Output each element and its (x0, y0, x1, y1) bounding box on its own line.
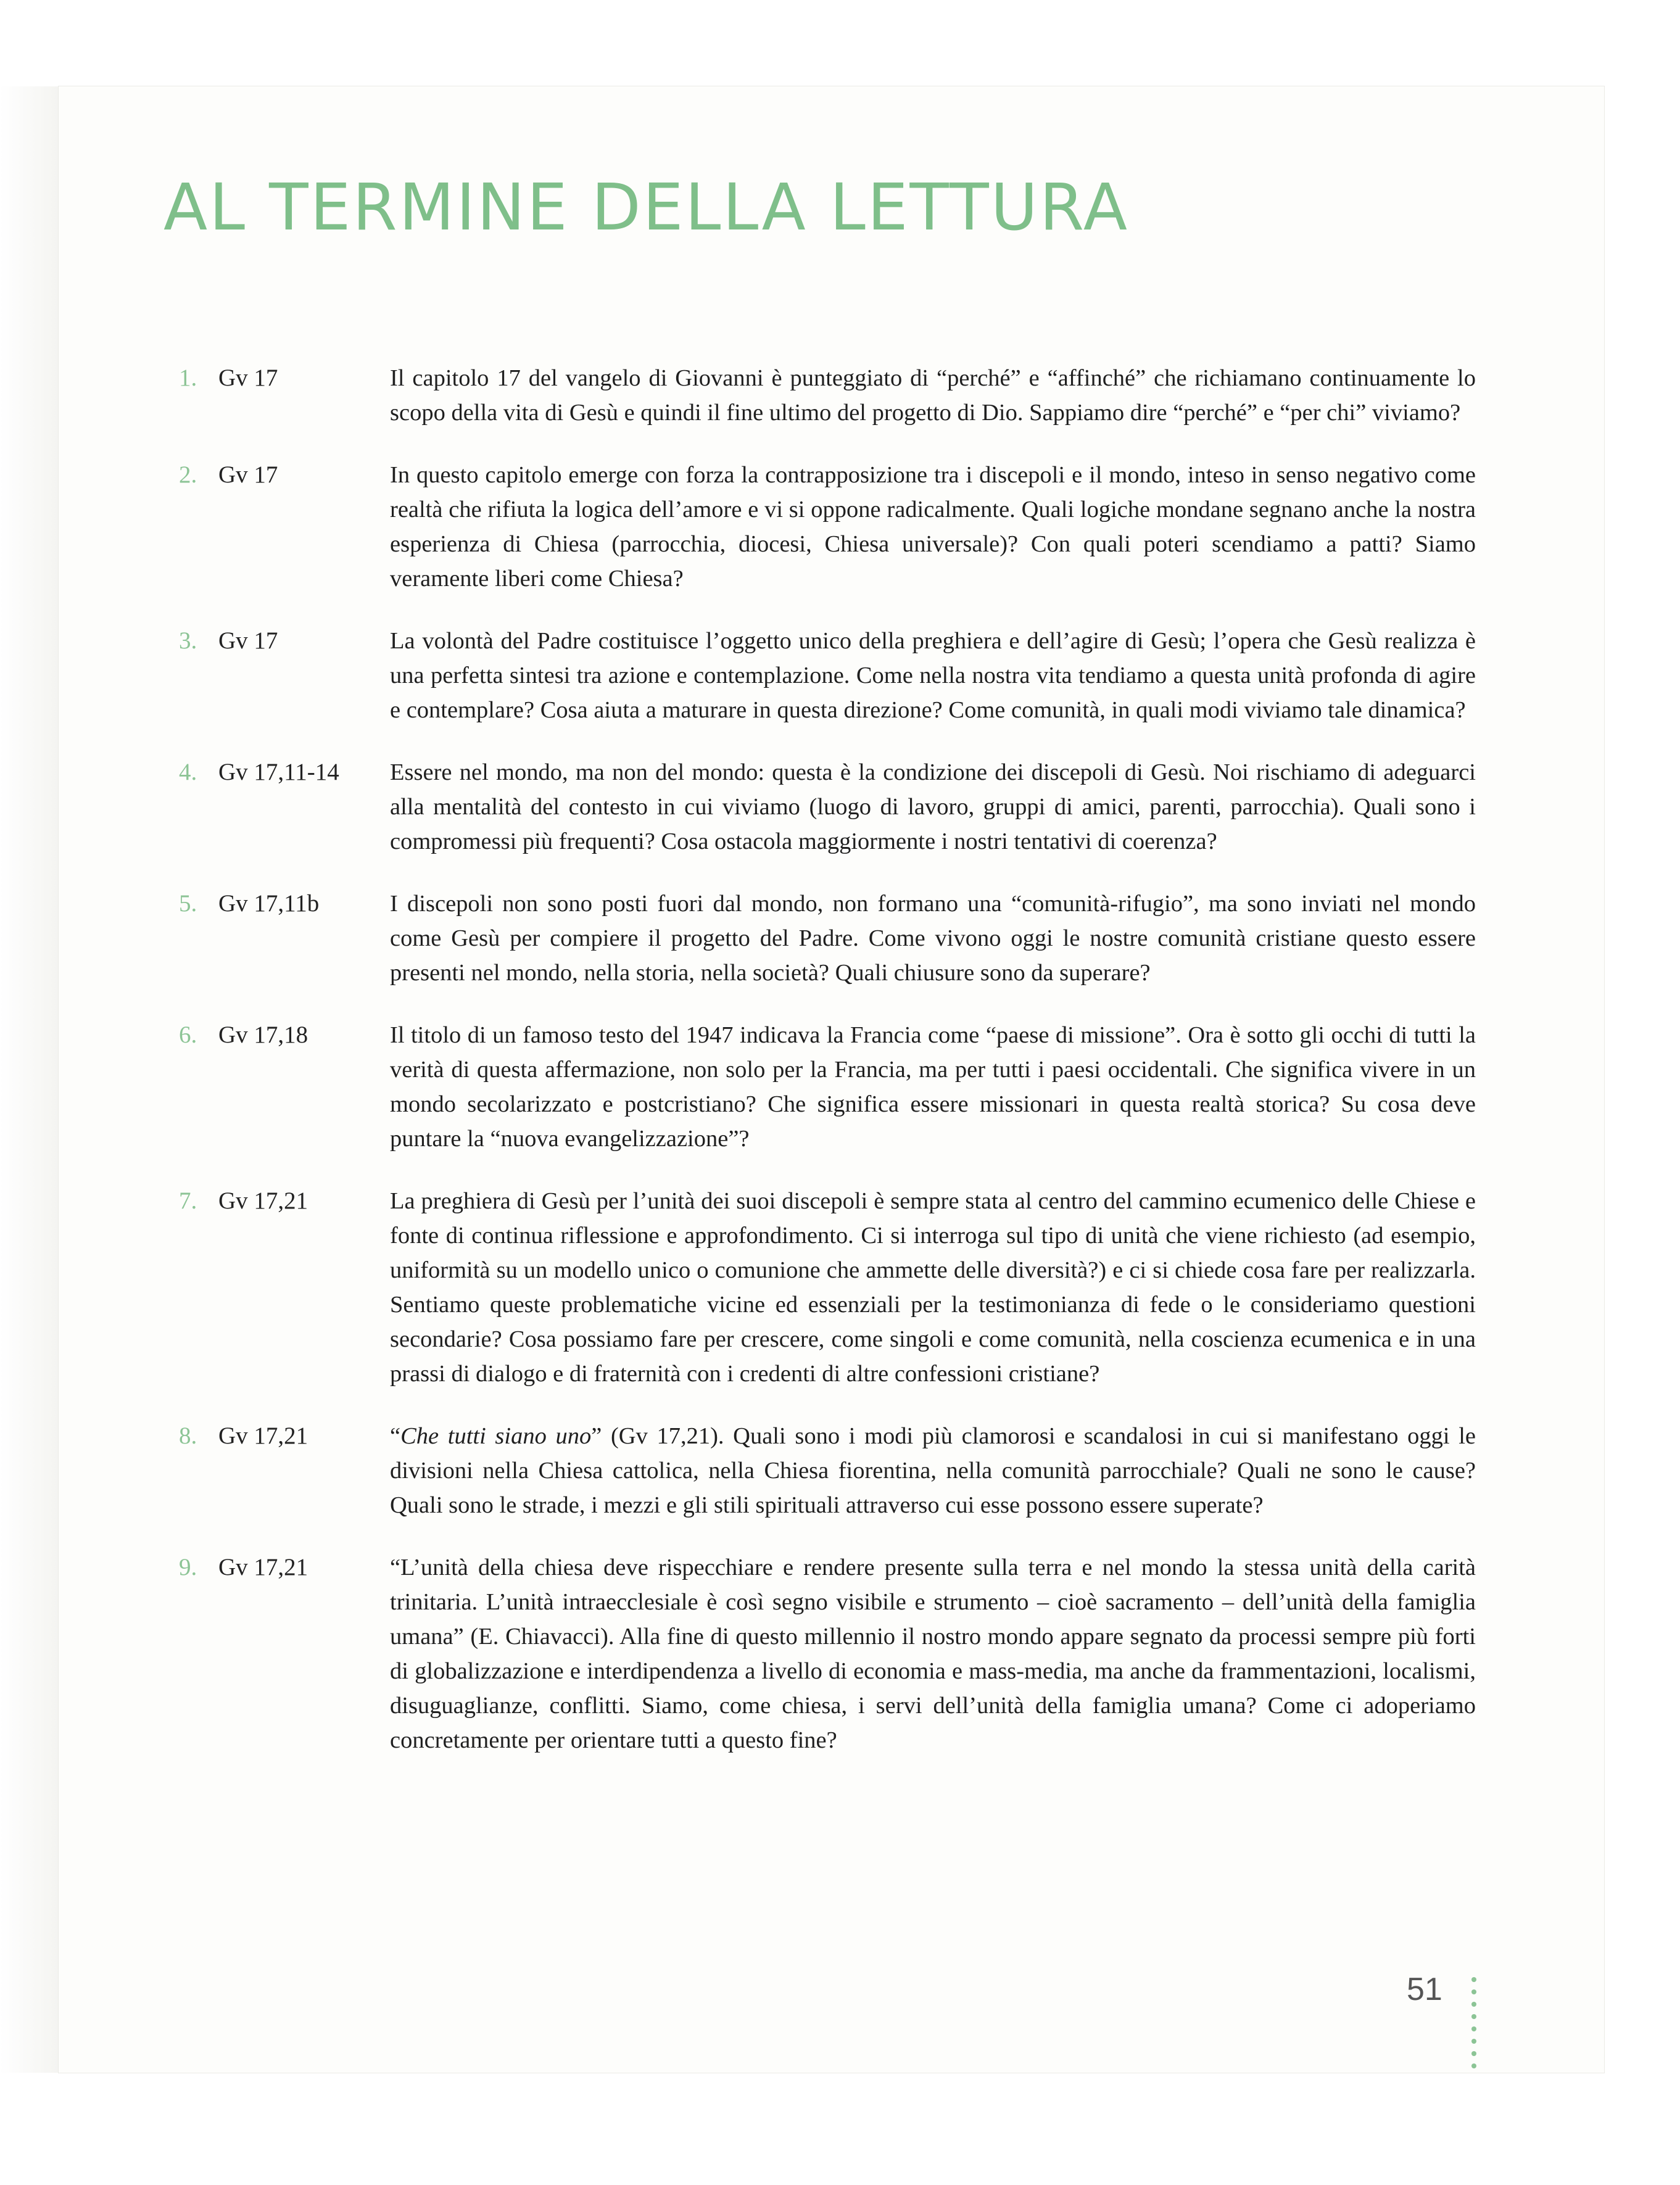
question-number: 4. (179, 759, 197, 785)
scripture-reference: Gv 17 (218, 461, 278, 488)
question-number: 2. (179, 461, 197, 488)
question-text-rest: (Gv 17,21). Quali sono i modi più clamorosi e scandalosi in cui si manifestano oggi le divisioni nella Chiesa cattolica, nella Chiesa fiorentina, nella comunità parrocchiale? Quali ne sono le cause? Quali sono le strade, i mezzi e gli stili spirituali attraverso cui esse possono essere superate? (390, 1423, 1476, 1518)
dot (1471, 2002, 1476, 2007)
question-item (168, 1419, 1476, 1522)
question-text: La preghiera di Gesù per l’unità dei suoi discepoli è sempre stata al centro del cammino ecumenico delle Chiese e fonte di continua riflessione e approfondimento. Ci si interroga sul tipo di unità che viene richiesto (ad esempio, uniformità su un modello unico o comunione che ammette delle diversità?) e ci si chiede cosa fare per realizzarla. Sentiamo queste problematiche vicine ed essenziali per la testimonianza di fede o le consideriamo questioni secondarie? Cosa possiamo fare per crescere, come singoli e come comunità, nella coscienza ecumenica e in una prassi di dialogo e di fraternità con i credenti di altre confessioni cristiane? (390, 1188, 1476, 1387)
dot (1471, 1989, 1476, 1994)
scripture-reference: Gv 17,11b (218, 890, 320, 917)
question-number: 5. (179, 890, 197, 917)
scripture-reference: Gv 17,21 (218, 1554, 308, 1580)
question-item (168, 755, 1476, 859)
question-number: 9. (179, 1554, 197, 1580)
page-number: 51 (1407, 1972, 1442, 2007)
paper-edge (0, 86, 59, 2073)
quoted-phrase: Che tutti siano uno (400, 1423, 592, 1449)
question-item (168, 361, 1476, 430)
question-text: In questo capitolo emerge con forza la contrapposizione tra i discepoli e il mondo, inteso in senso negativo come realtà che rifiuta la logica dell’amore e vi si oppone radicalmente. Quali logiche mondane segnano anche la nostra esperienza di Chiesa (parrocchia, diocesi, Chiesa universale)? Con quali poteri scendiamo a patti? Siamo veramente liberi come Chiesa? (390, 462, 1476, 592)
scripture-reference: Gv 17,18 (218, 1022, 308, 1048)
question-text: Il titolo di un famoso testo del 1947 indicava la Francia come “paese di missione”. Ora è sotto gli occhi di tutti la verità di questa affermazione, non solo per la Francia, ma per tutti i paesi occidentali. Che significa vivere in un mondo secolarizzato e postcristiano? Che significa essere missionari in questa realtà storica? Su cosa deve puntare la “nuova evangelizzazione”? (390, 1022, 1476, 1152)
question-text: “Che tutti siano uno” (Gv 17,21). Quali sono i modi più clamorosi e scandalosi in cui si manifestano oggi le divisioni nella Chiesa cattolica, nella Chiesa fiorentina, nella comunità parrocchiale? Quali ne sono le cause? Quali sono le strade, i mezzi e gli stili spirituali attraverso cui esse possono essere superate? (390, 1423, 1476, 1518)
question-text: La volontà del Padre costituisce l’oggetto unico della preghiera e dell’agire di Gesù; l’opera che Gesù realizza è una perfetta sintesi tra azione e contemplazione. Come nella nostra vita tendiamo a questa unità profonda di agire e contemplare? Cosa aiuta a maturare in questa direzione? Come comunità, in quali modi viviamo tale dinamica? (390, 628, 1476, 723)
scripture-reference: Gv 17,21 (218, 1188, 308, 1214)
question-item (168, 1018, 1476, 1156)
question-item (168, 1550, 1476, 1758)
question-number: 8. (179, 1423, 197, 1449)
dot (1471, 1977, 1476, 1982)
question-item (168, 886, 1476, 990)
dotted-rule (1471, 1977, 1476, 2068)
dot (1471, 2051, 1476, 2056)
question-number: 1. (179, 365, 197, 391)
question-text: I discepoli non sono posti fuori dal mondo, non formano una “comunità-rifugio”, ma sono inviati nel mondo come Gesù per compiere il progetto del Padre. Come vivono oggi le nostre comunità cristiane questo essere presenti nel mondo, nella storia, nella società? Quali chiusure sono da superare? (390, 891, 1476, 986)
page-title: AL TERMINE DELLA LETTURA (163, 170, 1130, 245)
scripture-reference: Gv 17 (218, 365, 278, 391)
scripture-reference: Gv 17 (218, 627, 278, 654)
question-item (168, 458, 1476, 596)
scripture-reference: Gv 17,11-14 (218, 759, 339, 785)
dot (1471, 2063, 1476, 2068)
question-number: 7. (179, 1188, 197, 1214)
question-number: 3. (179, 627, 197, 654)
question-item (168, 624, 1476, 727)
dot (1471, 2026, 1476, 2031)
dot (1471, 2039, 1476, 2044)
question-text: Essere nel mondo, ma non del mondo: questa è la condizione dei discepoli di Gesù. Noi rischiamo di adeguarci alla mentalità del contesto in cui viviamo (luogo di lavoro, gruppi di amici, parenti, parrocchia). Quali sono i compromessi più frequenti? Cosa ostacola maggiormente i nostri tentativi di coerenza? (390, 759, 1476, 854)
question-text: “L’unità della chiesa deve rispecchiare e rendere presente sulla terra e nel mondo la stessa unità della carità trinitaria. L’unità intraecclesiale è così segno visibile e strumento – cioè sacramento – dell’unità della famiglia umana” (E. Chiavacci). Alla fine di questo millennio il nostro mondo appare segnato da processi sempre più forti di globalizzazione e interdipendenza a livello di economia e mass-media, ma anche da frammentazioni, localismi, disuguaglianze, conflitti. Siamo, come chiesa, i servi dell’unità della famiglia umana? Come ci adoperiamo concretamente per orientare tutti a questo fine? (390, 1555, 1476, 1753)
question-list (168, 361, 1476, 1785)
question-text: Il capitolo 17 del vangelo di Giovanni è punteggiato di “perché” e “affinché” che richiamano continuamente lo scopo della vita di Gesù e quindi il fine ultimo del progetto di Dio. Sappiamo dire “perché” e “per chi” viviamo? (390, 365, 1476, 426)
scripture-reference: Gv 17,21 (218, 1423, 308, 1449)
question-number: 6. (179, 1022, 197, 1048)
question-item (168, 1184, 1476, 1391)
dot (1471, 2014, 1476, 2019)
